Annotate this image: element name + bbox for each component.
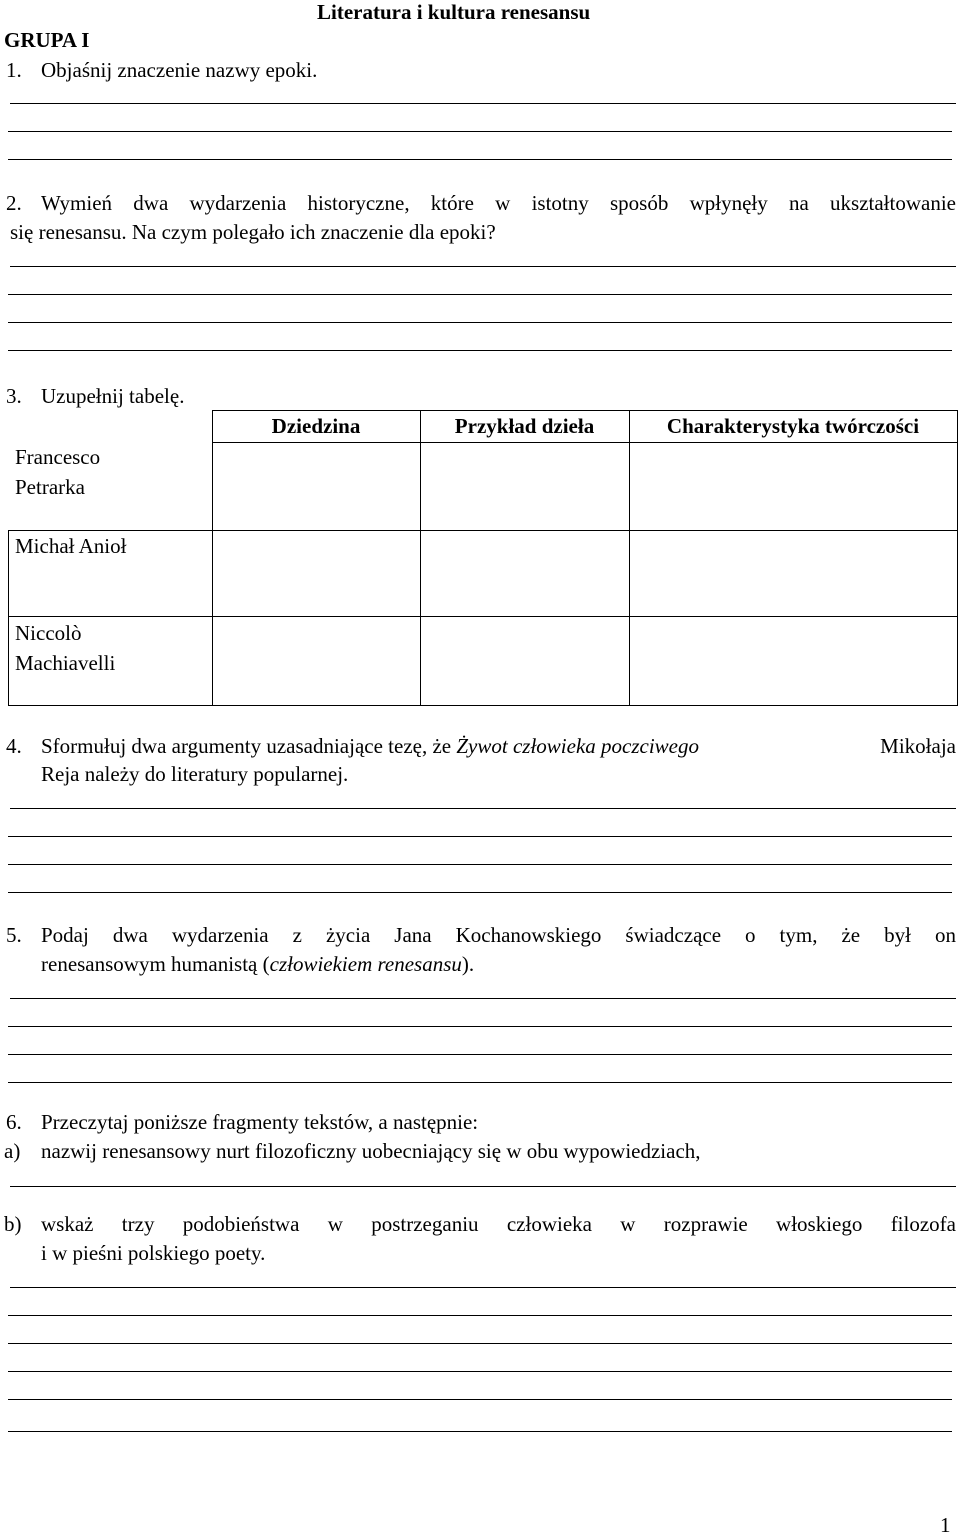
table-cell-input[interactable]: [630, 531, 957, 616]
table-cell-input[interactable]: [213, 531, 420, 616]
table-row-petrarka: Francesco Petrarka: [15, 445, 101, 499]
answer-line[interactable]: [8, 1054, 952, 1055]
answer-line[interactable]: [8, 1082, 952, 1083]
page-number: 1: [940, 1513, 951, 1537]
table-border-left: [8, 530, 9, 705]
q6-text: Przeczytaj poniższe fragmenty tekstów, a następnie:: [41, 1110, 479, 1134]
q4-book-title: Żywot człowieka poczciwego: [456, 734, 699, 758]
q3-number: 3.: [6, 384, 22, 408]
answer-line[interactable]: [8, 864, 952, 865]
answer-line[interactable]: [10, 266, 956, 267]
q6b-label: b): [4, 1212, 22, 1236]
worksheet-title: Literatura i kultura renesansu: [317, 0, 591, 24]
table-cell-input[interactable]: [421, 443, 629, 530]
answer-line[interactable]: [8, 892, 952, 893]
table-cell-input[interactable]: [630, 443, 957, 530]
q2-number: 2.: [6, 191, 22, 215]
q4-text-line1: [41, 734, 956, 758]
table-row-michal-aniol: Michał Anioł: [15, 534, 127, 558]
table-cell-input[interactable]: [421, 617, 629, 705]
table-border-right: [957, 410, 958, 705]
answer-line[interactable]: [8, 1026, 952, 1027]
q5-text-part: renesansowym humanistą (: [41, 952, 270, 976]
table-cell-input[interactable]: [630, 617, 957, 705]
table-header-field: Dziedzina: [271, 414, 361, 438]
answer-line[interactable]: [8, 131, 952, 132]
table-header-characteristics: Charakterystyka twórczości: [666, 414, 920, 438]
answer-line[interactable]: [8, 1371, 952, 1372]
answer-line[interactable]: [8, 350, 952, 351]
q6a-text: nazwij renesansowy nurt filozoficzny uobecniający się w obu wypowiedziach,: [41, 1139, 701, 1163]
answer-line[interactable]: [8, 1315, 952, 1316]
answer-line[interactable]: [8, 1431, 952, 1432]
table-border-top: [212, 410, 958, 411]
answer-line[interactable]: [10, 103, 956, 104]
group-label: GRUPA I: [4, 28, 90, 52]
q4-number: 4.: [6, 734, 22, 758]
answer-line[interactable]: [10, 998, 956, 999]
q5-text-line1: Podaj dwa wydarzenia z życia Jana Kochanowskiego świadczące o tym, że był on: [41, 923, 956, 947]
answer-line[interactable]: [8, 294, 952, 295]
q5-text-line2: [41, 952, 474, 976]
answer-line[interactable]: [8, 836, 952, 837]
q1-text: Objaśnij znaczenie nazwy epoki.: [41, 58, 318, 82]
table-cell-input[interactable]: [213, 443, 420, 530]
table-border-bottom: [8, 705, 958, 706]
table-cell-input[interactable]: [421, 531, 629, 616]
q3-text: Uzupełnij tabelę.: [41, 384, 185, 408]
q6b-text-line1: wskaż trzy podobieństwa w postrzeganiu człowieka w rozprawie włoskiego filozofa: [41, 1212, 956, 1236]
answer-line[interactable]: [8, 322, 952, 323]
table-cell-input[interactable]: [213, 617, 420, 705]
answer-line[interactable]: [8, 1399, 952, 1400]
q4-text-part: Mikołaja: [874, 734, 956, 758]
q4-text-line2: Reja należy do literatury popularnej.: [41, 762, 349, 786]
q5-italic-phrase: człowiekiem renesansu: [269, 952, 462, 976]
answer-line[interactable]: [10, 1287, 956, 1288]
q2-text-line2: się renesansu. Na czym polegało ich znaczenie dla epoki?: [10, 220, 496, 244]
q1-number: 1.: [6, 58, 22, 82]
q5-number: 5.: [6, 923, 22, 947]
table-row-machiavelli: Niccolò Machiavelli: [15, 621, 116, 675]
answer-line[interactable]: [10, 808, 956, 809]
q5-text-part: ).: [461, 952, 475, 976]
answer-line[interactable]: [8, 1343, 952, 1344]
q6b-text-line2: i w pieśni polskiego poety.: [41, 1241, 266, 1265]
answer-line[interactable]: [8, 159, 952, 160]
answer-line[interactable]: [10, 1186, 956, 1187]
q6-number: 6.: [6, 1110, 22, 1134]
q4-text-part: Sformułuj dwa argumenty uzasadniające tezę, że: [41, 734, 457, 758]
q6a-label: a): [4, 1139, 21, 1163]
q2-text-line1: Wymień dwa wydarzenia historyczne, które w istotny sposób wpłynęły na ukształtowanie: [41, 191, 956, 215]
table-header-example: Przykład dzieła: [454, 414, 595, 438]
